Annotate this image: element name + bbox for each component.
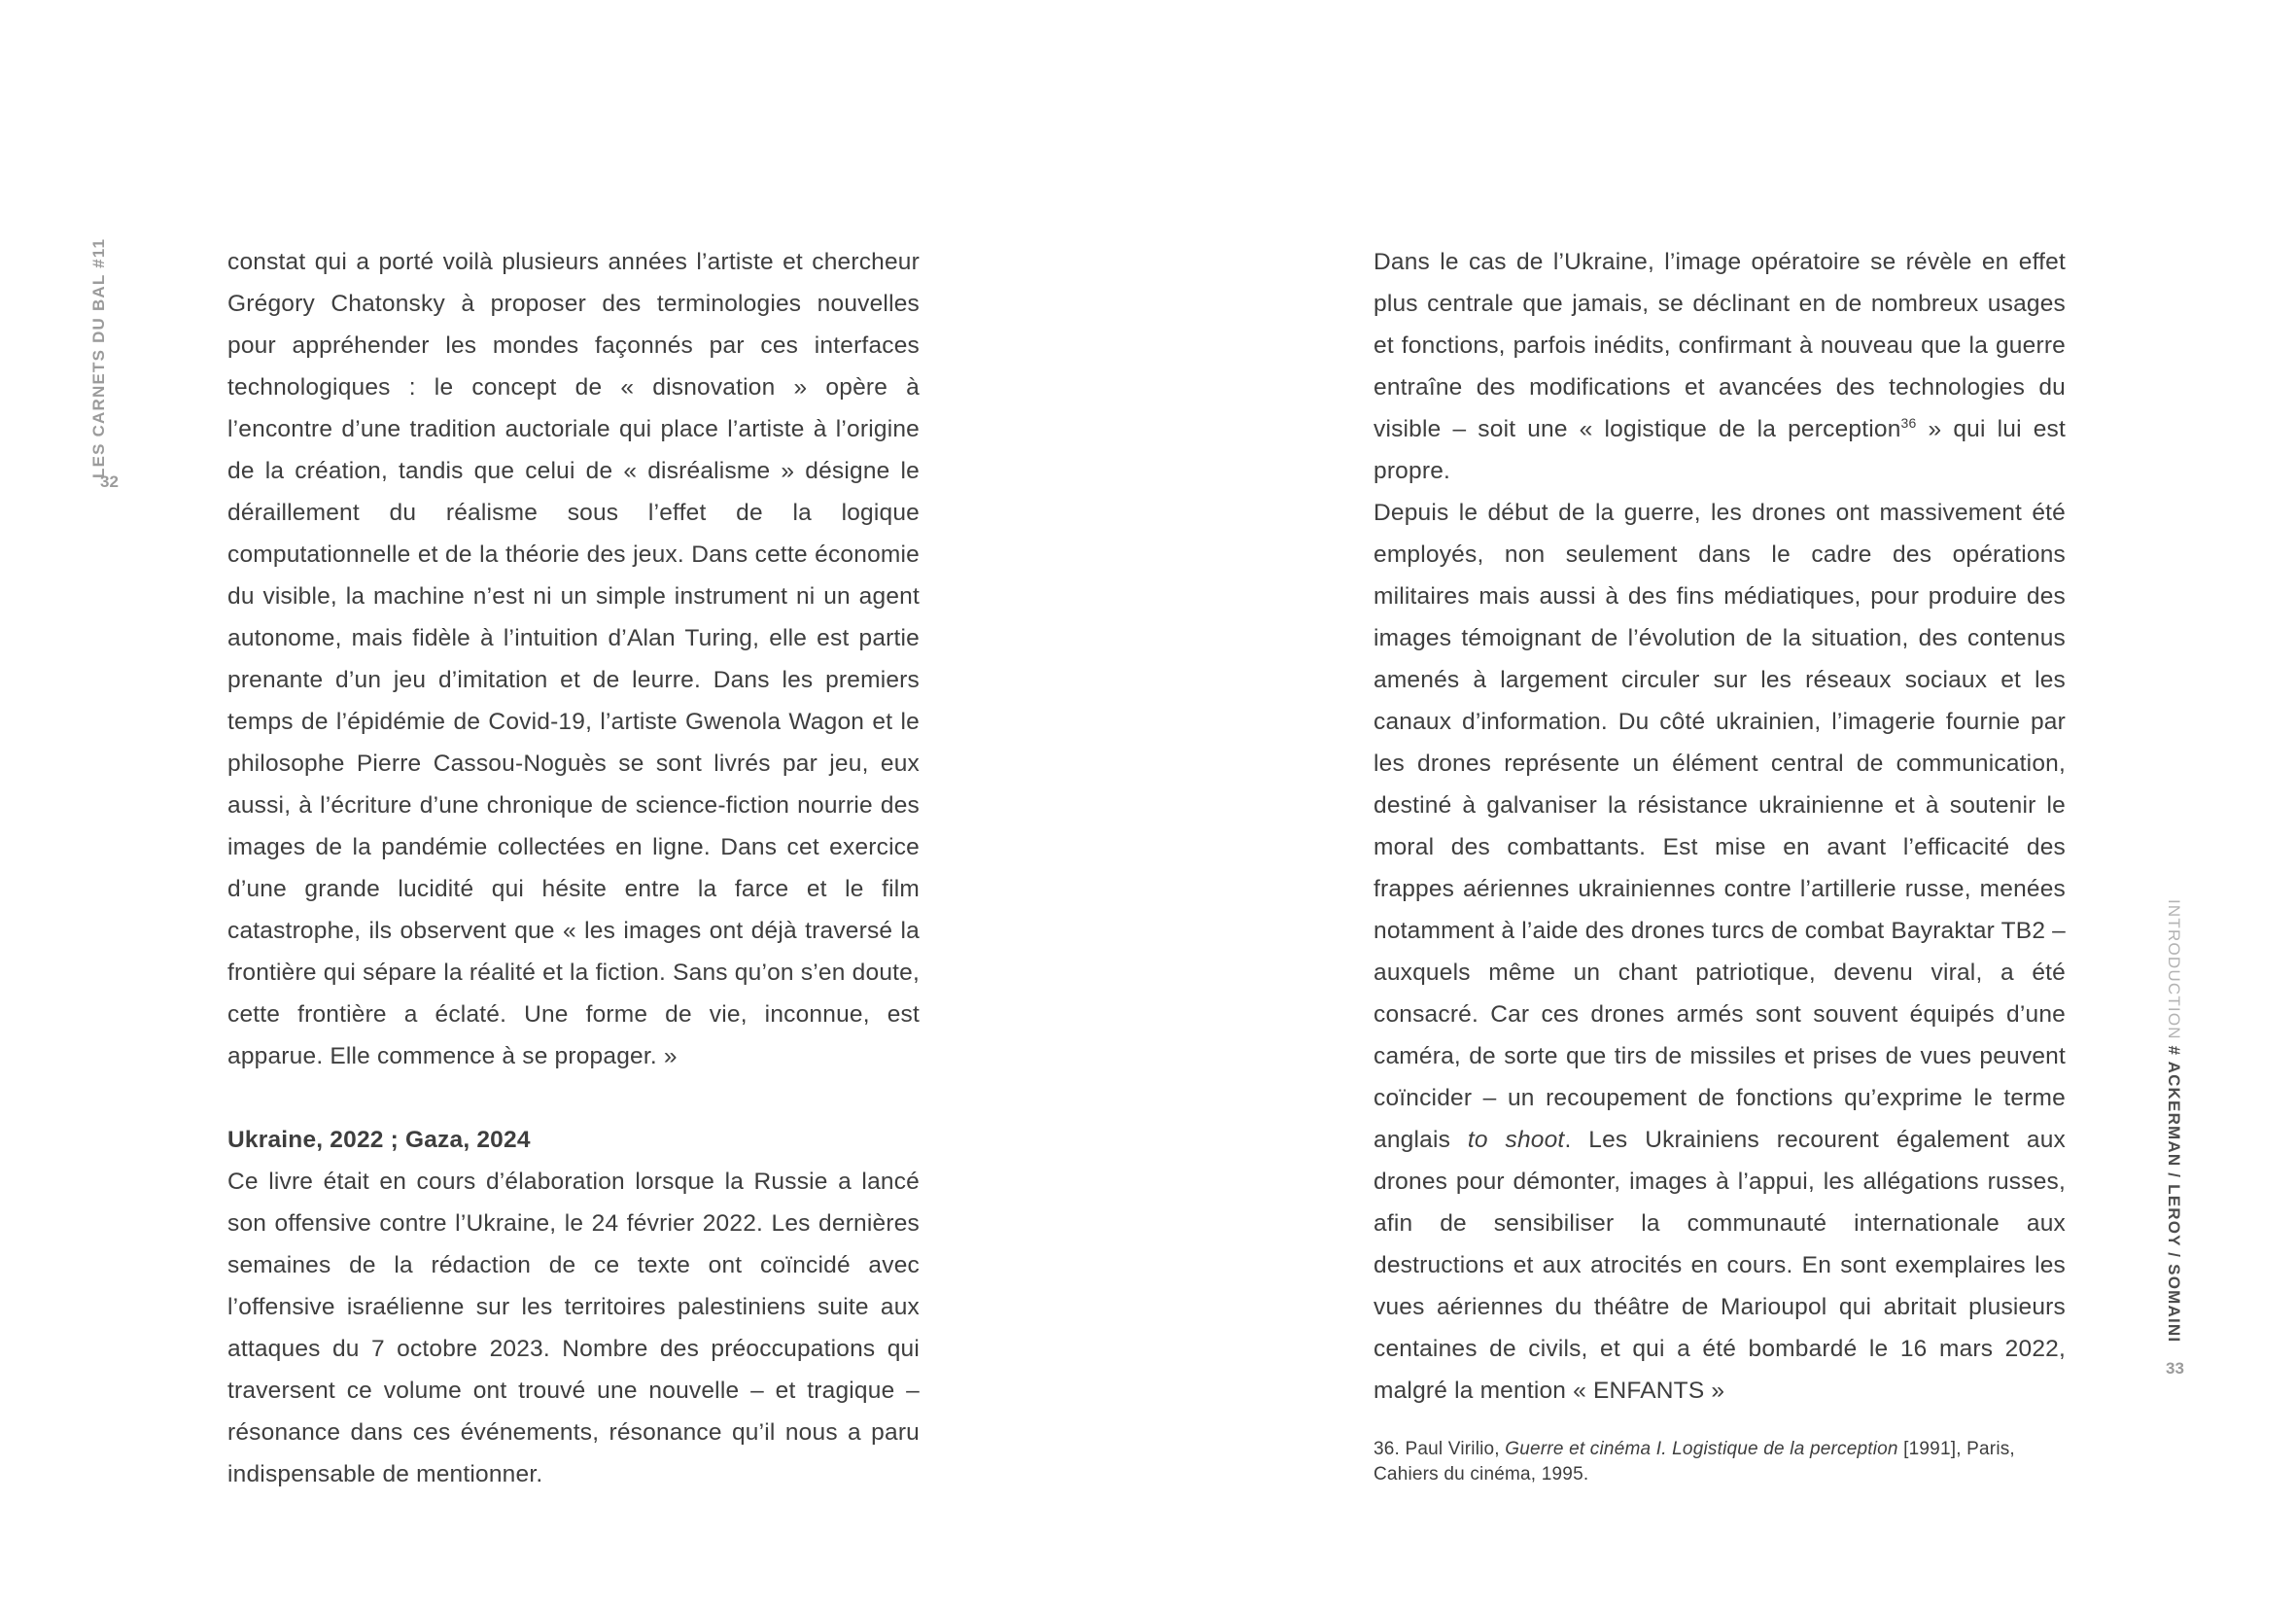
right-page-paragraph-1 [1374,241,2066,492]
footnote-36 [1374,1437,2066,1487]
section-heading-ukraine-gaza: Ukraine, 2022 ; Gaza, 2024 [227,1127,531,1153]
page-number-left: 32 [100,472,119,491]
chapter-label-introduction: INTRODUCTION [2165,899,2183,1046]
left-page-paragraph-1: constat qui a porté voilà plusieurs années l’artiste et chercheur Grégory Chatonsky à proposer des terminologies nouvelles pour appréhender les mondes façonnés par ces interfaces technologiques : le concept de « disnovation » opère à l’encontre d’une tradition auctoriale qui place l’artiste à l’origine de la création, tandis que celui de « disréalisme » désigne le déraillement du réalisme sous l’effet de la logique computationnelle et de la théorie des jeux. Dans cette économie du visible, la machine n’est ni un simple instrument ni un agent autonome, mais fidèle à l’intuition d’Alan Turing, elle est partie prenante d’un jeu d’imitation et de leurre. Dans les premiers temps de l’épidémie de Covid-19, l’artiste Gwenola Wagon et le philosophe Pierre Cassou-Noguès se sont livrés par jeu, eux aussi, à l’écriture d’une chronique de science-fiction nourrie des images de la pandémie collectées en ligne. Dans cet exercice d’une grande lucidité qui hésite entre la farce et le film catastrophe, ils observent que « les images ont déjà traversé la frontière qui sépare la réalité et la fiction. Sans qu’on s’en doute, cette frontière a éclaté. Une forme de vie, inconnue, est apparue. Elle commence à se propager. » [227,249,920,1069]
text-segment: . Les Ukrainiens recourent également aux drones pour démonter, images à l’appui, les allégations russes, afin de sensibiliser la communauté internationale aux destructions et aux atrocités en cours. En sont exemplaires les vues aériennes du théâtre de Marioupol qui abritait plusieurs centaines de civils, et qui a été bombardé le 16 mars 2022, malgré la mention « ENFANTS » [1374,1127,2066,1404]
left-page-paragraph-2: Ce livre était en cours d’élaboration lorsque la Russie a lancé son offensive contre l’Ukraine, le 24 février 2022. Les dernières semaines de la rédaction de ce texte ont coïncidé avec l’offensive israélienne sur les territoires palestiniens suite aux attaques du 7 octobre 2023. Nombre des préoccupations qui traversent ce volume ont trouvé une nouvelle – et tragique – résonance dans ces événements, résonance qu’il nous a paru indispensable de mentionner. [227,1169,920,1487]
footnote-book-title: Guerre et cinéma I. Logistique de la perception [1505,1439,1898,1459]
text-segment: [1991], Paris, Cahiers du cinéma, 1995. [1374,1439,2015,1485]
text-segment: 36. Paul Virilio, [1374,1439,1506,1459]
left-page-text-column [227,241,920,1495]
right-page-paragraph-2 [1374,492,2066,1412]
text-segment: » qui lui est propre. [1374,416,2067,484]
text-segment: Dans le cas de l’Ukraine, l’image opératoire se révèle en effet plus centrale que jamais, se déclinant en de nombreux usages et fonctions, parfois inédits, confirmant à nouveau que la guerre entraîne des modifications et avancées des technologies du visible – soit une « logistique de la perception [1374,249,2066,442]
footnote-reference-36: 36 [1900,414,1917,431]
chapter-vertical-label [2164,899,2183,1356]
text-segment: Depuis le début de la guerre, les drones ont massivement été employés, non seulement dans le cadre des opérations militaires mais aussi à des fins médiatiques, pour produire des images témoignant de l’évolution de la situation, des contenus amenés à largement circuler sur les réseaux sociaux et les canaux d’information. Du côté ukrainien, l’imagerie fournie par les drones représente un élément central de communication, destiné à galvaniser la résistance ukrainienne et à soutenir le moral des combattants. Est mise en avant l’efficacité des frappes aériennes ukrainiennes contre l’artillerie russe, menées notamment à l’aide des drones turcs de combat Bayraktar TB2 – auxquels même un chant patriotique, devenu viral, a été consacré. Car ces drones armés sont souvent équipés d’une caméra, de sorte que tirs de missiles et prises de vues peuvent coïncider – un recoupement de fonctions qu’exprime le terme anglais [1374,500,2066,1153]
page-number-right: 33 [2166,1359,2184,1378]
chapter-label-authors: # ACKERMAN / LEROY / SOMAINI [2165,1045,2183,1344]
journal-title-vertical-label: LES CARNETS DU BAL #11 [89,237,108,478]
italic-term-to-shoot: to shoot [1467,1127,1565,1153]
right-page-text-column [1374,241,2066,1487]
